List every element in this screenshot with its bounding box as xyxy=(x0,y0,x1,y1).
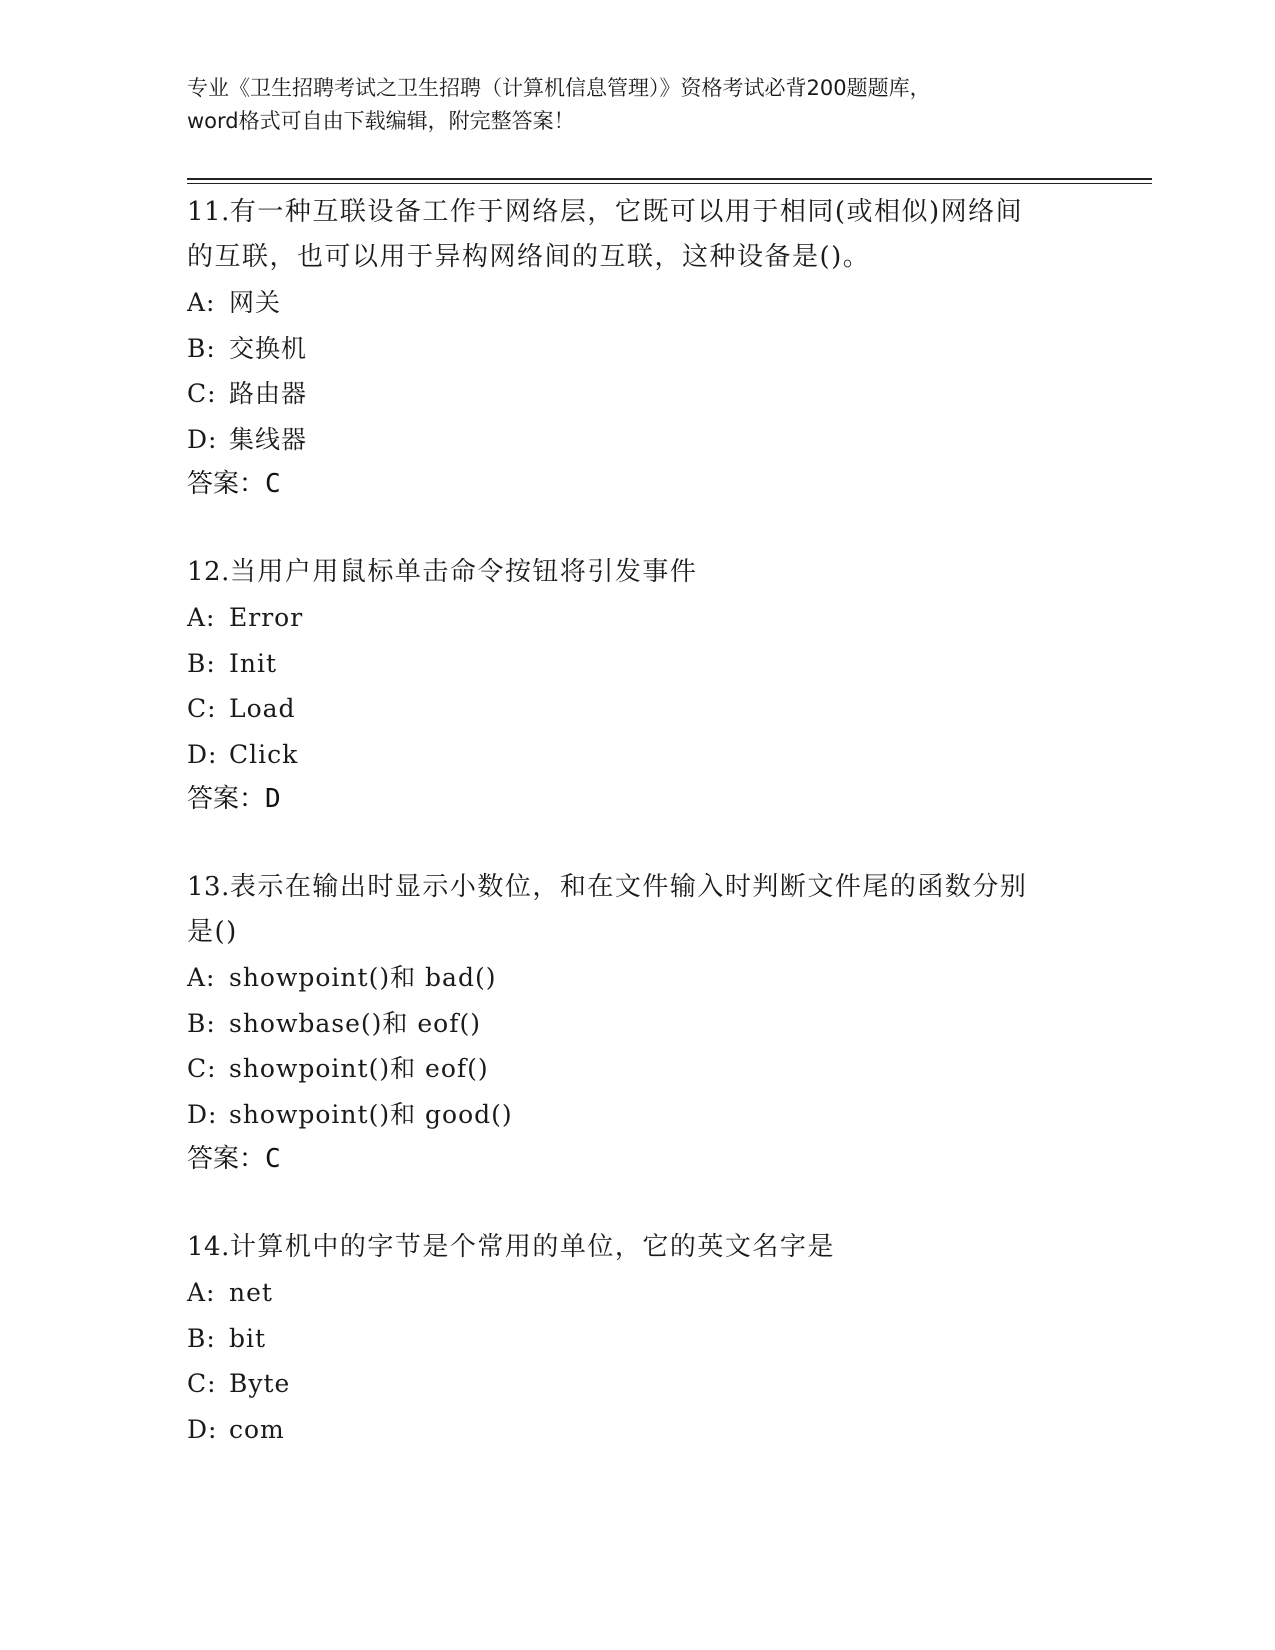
option-letter: D: xyxy=(187,1099,218,1129)
answer-label: 答案： xyxy=(187,1144,266,1174)
question-14 xyxy=(187,1225,1087,1452)
option-d xyxy=(187,732,1087,778)
question-text-line-2: 是() xyxy=(187,917,238,947)
option-letter: A: xyxy=(187,963,216,992)
question-number: 12. xyxy=(187,557,230,587)
question-list xyxy=(187,190,1087,1452)
option-text: Byte xyxy=(229,1369,291,1398)
answer-value: D xyxy=(265,784,281,814)
answer-line xyxy=(187,1137,1087,1182)
option-text: net xyxy=(229,1278,273,1307)
option-letter: D: xyxy=(187,739,218,769)
option-letter: C: xyxy=(187,1054,217,1083)
option-text: showpoint()和 eof() xyxy=(229,1054,489,1083)
option-c xyxy=(187,371,1087,417)
option-text: showbase()和 eof() xyxy=(229,1008,481,1038)
answer-line xyxy=(187,777,1087,822)
option-letter: C: xyxy=(187,1369,217,1398)
option-a xyxy=(187,1270,1087,1316)
option-letter: A: xyxy=(187,1278,216,1307)
question-text-line-1: 当用户用鼠标单击命令按钮将引发事件 xyxy=(229,557,698,587)
question-text-line-1: 有一种互联设备工作于网络层，它既可以用于相同(或相似)网络间 xyxy=(229,197,1024,227)
option-text: com xyxy=(229,1414,285,1444)
answer-value: C xyxy=(265,1144,281,1174)
question-text-line-1: 表示在输出时显示小数位，和在文件输入时判断文件尾的函数分别 xyxy=(229,872,1028,902)
question-stem xyxy=(187,190,1087,235)
option-text: showpoint()和 good() xyxy=(229,1099,513,1129)
option-c xyxy=(187,1361,1087,1407)
option-b xyxy=(187,1316,1087,1362)
option-text: Init xyxy=(229,648,278,678)
option-text: 交换机 xyxy=(229,333,308,363)
header-title-line-2: word格式可自由下载编辑，附完整答案！ xyxy=(187,109,575,133)
question-stem xyxy=(187,550,1087,595)
spacer xyxy=(187,822,1087,865)
header-title-line-1: 专业《卫生招聘考试之卫生招聘（计算机信息管理）》资格考试必背200题题库， xyxy=(187,76,931,100)
option-text: showpoint()和 bad() xyxy=(229,963,497,992)
question-stem xyxy=(187,865,1087,910)
option-letter: B: xyxy=(187,1008,216,1038)
option-text: Error xyxy=(229,603,304,632)
header-divider-thick xyxy=(187,178,1152,180)
option-d xyxy=(187,1092,1087,1138)
answer-value: C xyxy=(265,469,281,499)
question-text-line-1: 计算机中的字节是个常用的单位，它的英文名字是 xyxy=(229,1232,835,1262)
option-letter: C: xyxy=(187,694,217,723)
option-a xyxy=(187,595,1087,641)
answer-label: 答案： xyxy=(187,469,266,499)
option-d xyxy=(187,417,1087,463)
option-c xyxy=(187,1046,1087,1092)
question-number: 14. xyxy=(187,1232,230,1262)
option-text: 路由器 xyxy=(229,379,308,408)
option-text: Click xyxy=(229,739,299,769)
question-number: 11. xyxy=(187,197,230,227)
question-12 xyxy=(187,550,1087,822)
question-number: 13. xyxy=(187,872,230,902)
option-letter: C: xyxy=(187,379,217,408)
spacer xyxy=(187,507,1087,550)
answer-label: 答案： xyxy=(187,784,266,814)
option-text: 集线器 xyxy=(229,424,308,454)
option-letter: D: xyxy=(187,424,218,454)
option-letter: B: xyxy=(187,333,216,363)
option-a xyxy=(187,280,1087,326)
option-letter: B: xyxy=(187,1323,216,1353)
option-c xyxy=(187,686,1087,732)
option-letter: D: xyxy=(187,1414,218,1444)
question-stem xyxy=(187,1225,1087,1270)
option-letter: A: xyxy=(187,603,216,632)
answer-line xyxy=(187,462,1087,507)
document-header xyxy=(187,72,1067,138)
option-text: Load xyxy=(229,694,296,723)
question-13 xyxy=(187,865,1087,1182)
option-b xyxy=(187,1001,1087,1047)
option-text: 网关 xyxy=(229,288,282,317)
option-letter: B: xyxy=(187,648,216,678)
option-a xyxy=(187,955,1087,1001)
option-b xyxy=(187,641,1087,687)
question-text-line-2: 的互联，也可以用于异构网络间的互联，这种设备是()。 xyxy=(187,242,871,272)
option-d xyxy=(187,1407,1087,1453)
option-letter: A: xyxy=(187,288,216,317)
header-divider-thin xyxy=(187,183,1152,184)
spacer xyxy=(187,1182,1087,1225)
option-text: bit xyxy=(229,1323,267,1353)
question-11 xyxy=(187,190,1087,507)
option-b xyxy=(187,326,1087,372)
